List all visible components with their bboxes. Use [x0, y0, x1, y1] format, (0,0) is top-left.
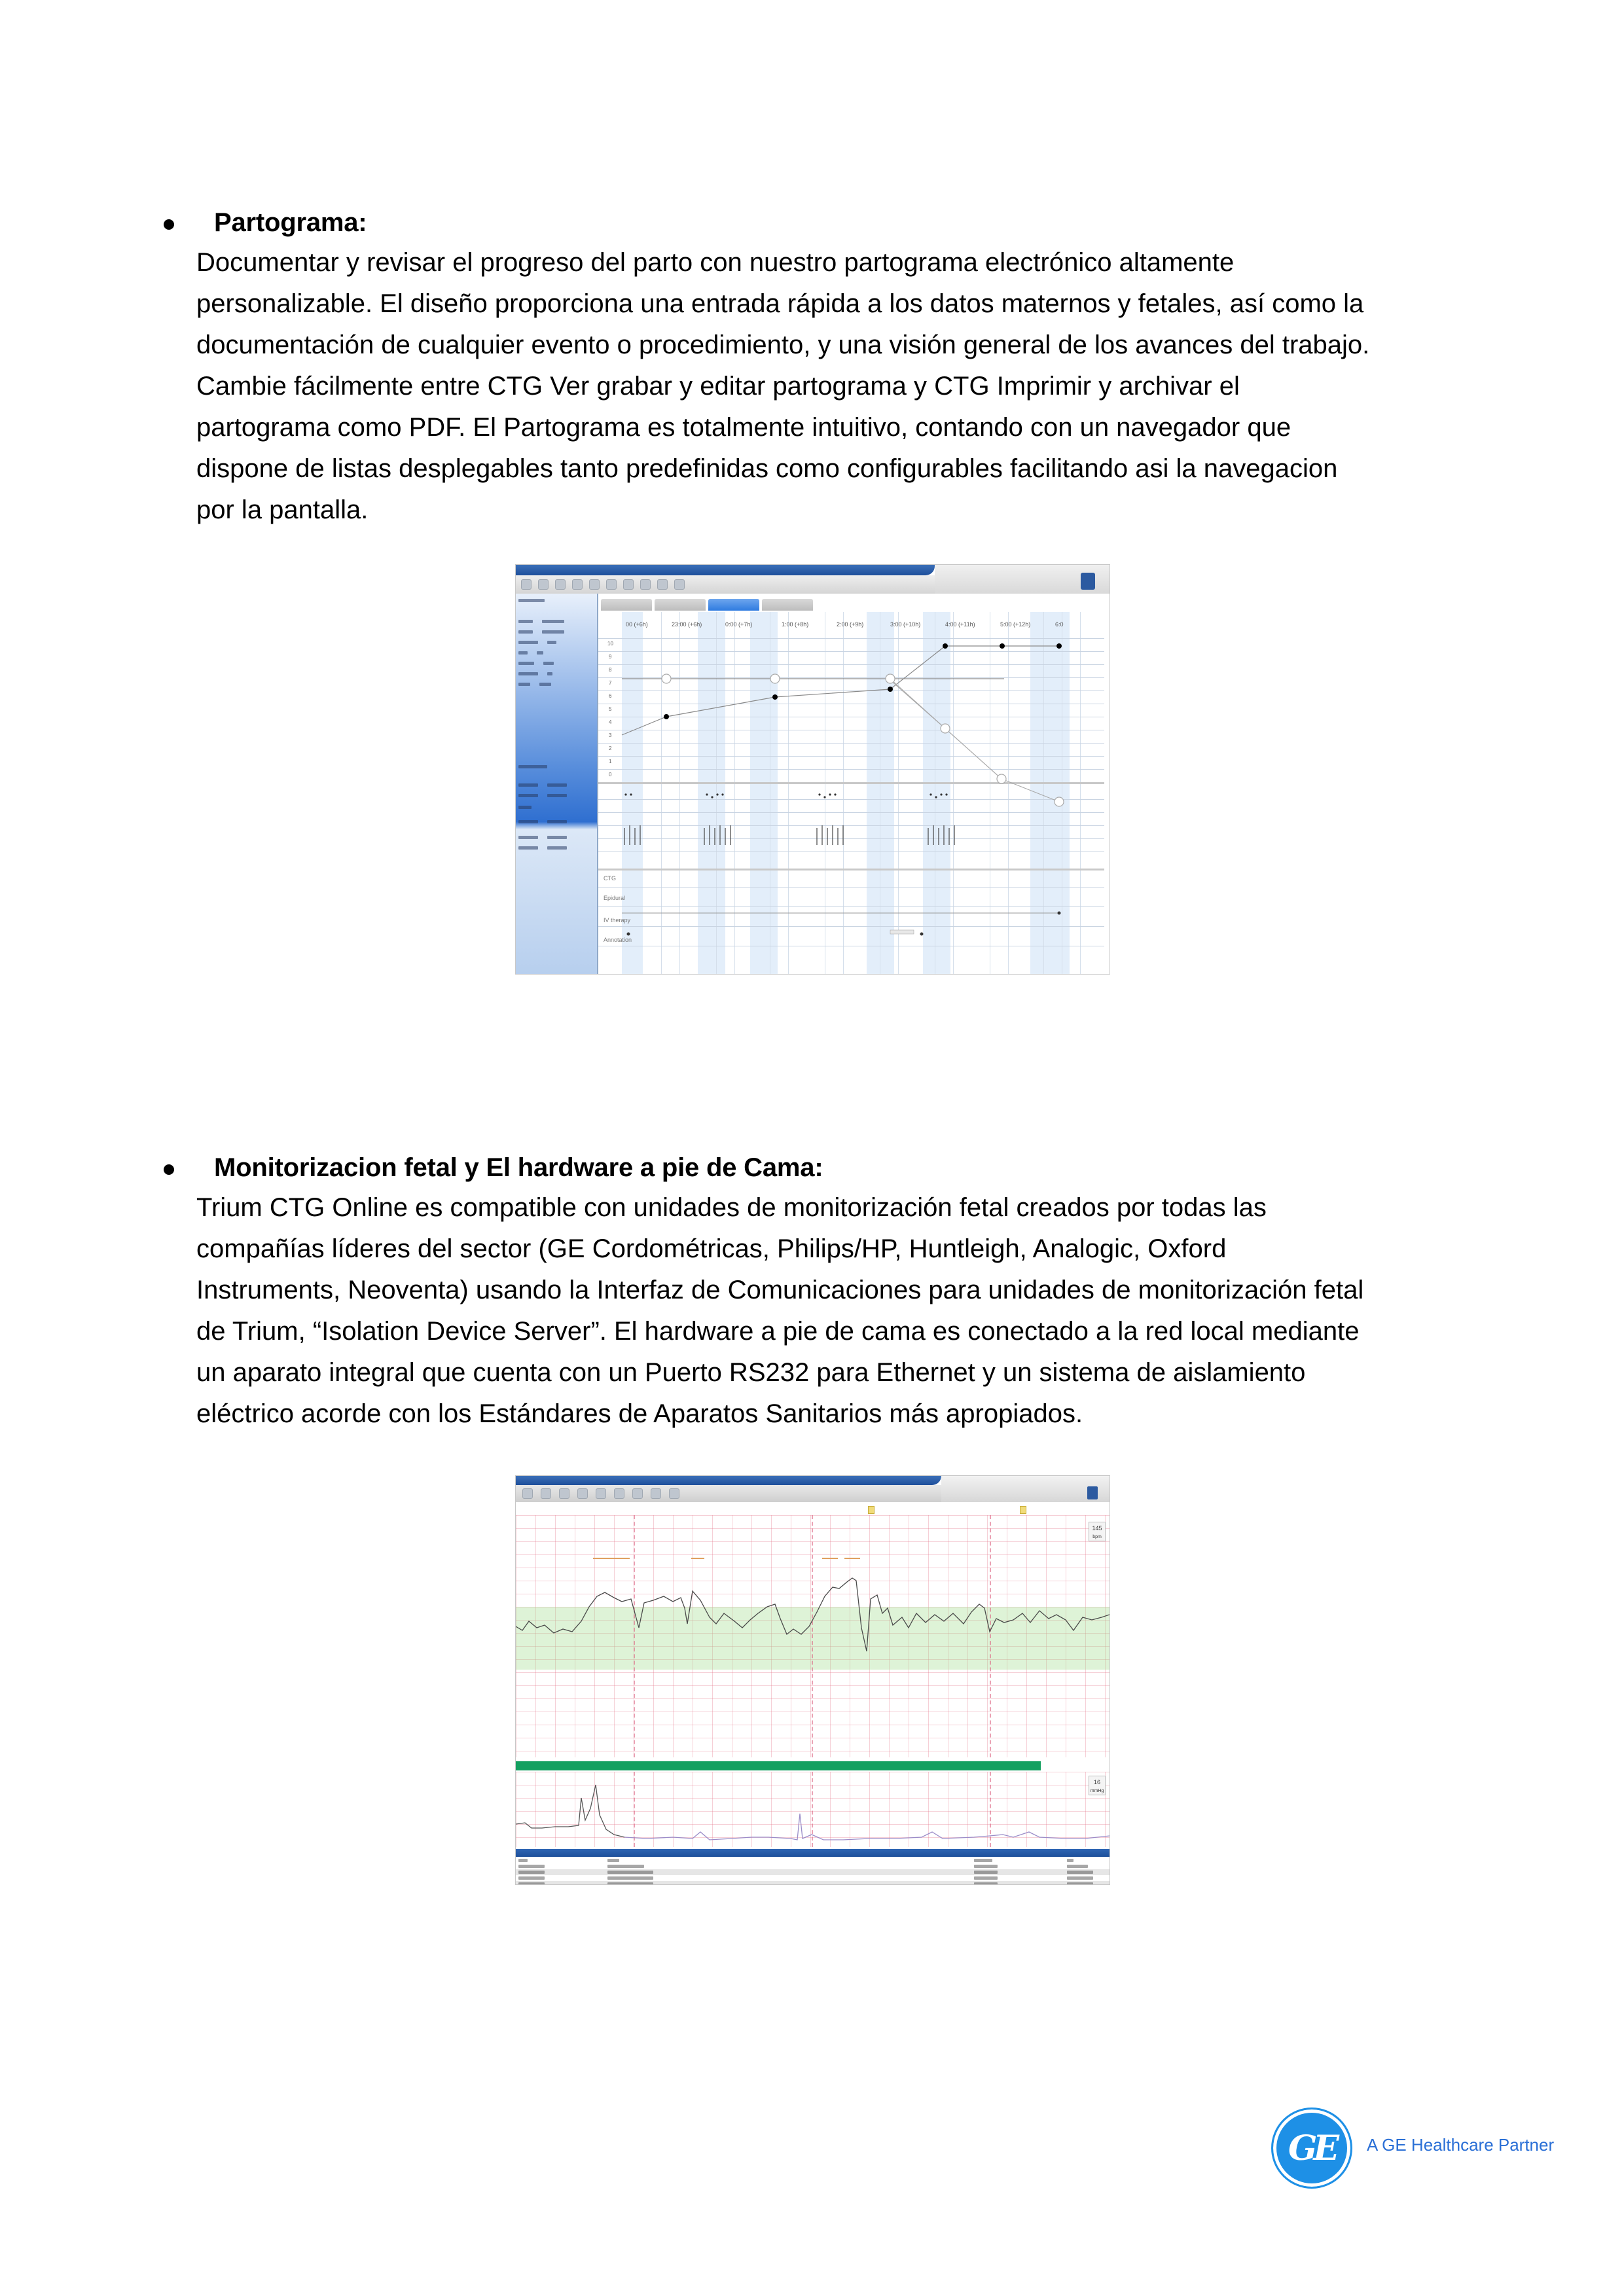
ge-logo-icon — [1271, 2108, 1352, 2189]
play-icon[interactable] — [606, 579, 617, 590]
toco-unit: mmHg — [1090, 1789, 1104, 1793]
toco-trace-paper — [516, 1772, 1110, 1847]
row-label: CTG — [604, 875, 616, 882]
axis-label: 1 — [609, 759, 612, 764]
row-label: IV therapy — [604, 917, 631, 924]
fhr-value: 145 — [1092, 1525, 1102, 1532]
note-marker-icon[interactable] — [868, 1506, 875, 1514]
body-line: Cambie fácilmente entre CTG Ver grabar y editar partograma y CTG Imprimir y archivar el — [196, 372, 1240, 401]
time-label: 2:00 (+9h) — [837, 621, 864, 628]
axis-label: 10 — [607, 641, 613, 647]
body-line: de Trium, “Isolation Device Server”. El hardware a pie de cama es conectado a la red local mediante — [196, 1317, 1360, 1346]
axis-label: 8 — [609, 667, 612, 673]
trium-logo-icon — [1087, 1486, 1098, 1499]
axis-label: 0 — [609, 772, 612, 778]
view-tabs — [601, 599, 813, 612]
time-label: 6:0 — [1055, 621, 1064, 628]
bullet-heading-partograma — [164, 208, 367, 238]
section-heading: Partograma: — [214, 208, 367, 237]
bullet-icon — [164, 219, 174, 230]
toolbar-button-icon[interactable] — [577, 1488, 588, 1499]
time-label: 4:00 (+11h) — [945, 621, 975, 628]
annotation-header-row — [516, 1857, 1110, 1863]
body-line: compañías líderes del sector (GE Cordométricas, Philips/HP, Huntleigh, Analogic, Oxford — [196, 1234, 1227, 1263]
toolbar-button-icon[interactable] — [559, 1488, 569, 1499]
fhr-value-box — [1089, 1522, 1106, 1541]
event-bar — [516, 1761, 1041, 1770]
app-titlebar — [516, 1476, 941, 1485]
body-line: Trium CTG Online es compatible con unidades de monitorización fetal creados por todas las — [196, 1193, 1267, 1222]
toco-value-box — [1089, 1776, 1106, 1795]
row-label: Annotation — [604, 937, 632, 943]
toolbar-button-icon[interactable] — [640, 579, 651, 590]
row-label: Epidural — [604, 895, 626, 901]
toolbar — [516, 1485, 941, 1502]
axis-label: 9 — [609, 654, 612, 660]
app-titlebar — [516, 565, 935, 575]
body-line: por la pantalla. — [196, 495, 369, 524]
annotation-row[interactable] — [516, 1863, 1110, 1869]
axis-label: 6 — [609, 693, 612, 699]
bullet-heading-monitorizacion — [164, 1153, 823, 1183]
toolbar-button-icon[interactable] — [623, 579, 634, 590]
header-right — [935, 565, 1110, 594]
body-line: eléctrico acorde con los Estándares de Aparatos Sanitarios más apropiados. — [196, 1399, 1083, 1428]
fhr-trace — [516, 1515, 1110, 1757]
play-icon[interactable] — [651, 1488, 661, 1499]
header-right — [941, 1476, 1110, 1502]
tab[interactable] — [762, 599, 813, 611]
time-label: 0:00 (+7h) — [725, 621, 753, 628]
axis-label: 2 — [609, 745, 612, 751]
partograma-screenshot — [515, 564, 1110, 975]
toolbar-button-icon[interactable] — [614, 1488, 624, 1499]
annotation-row[interactable] — [516, 1881, 1110, 1885]
toolbar-button-icon[interactable] — [657, 579, 668, 590]
annotations-panel-header — [516, 1849, 1110, 1857]
axis-label: 3 — [609, 732, 612, 738]
partograph-plot — [598, 612, 1104, 974]
toolbar — [516, 575, 935, 594]
partner-tagline: A GE Healthcare Partner — [1367, 2135, 1555, 2155]
toolbar-button-icon[interactable] — [589, 579, 600, 590]
toco-trace — [516, 1772, 1110, 1847]
time-label: 3:00 (+10h) — [890, 621, 921, 628]
note-marker-icon[interactable] — [1020, 1506, 1026, 1514]
section-body — [196, 1187, 1440, 1435]
tab[interactable] — [601, 599, 652, 611]
body-line: partograma como PDF. El Partograma es totalmente intuitivo, contando con un navegador que — [196, 413, 1291, 442]
time-label: 00 (+6h) — [626, 621, 648, 628]
body-line: personalizable. El diseño proporciona una entrada rápida a los datos maternos y fetales, así como la — [196, 289, 1364, 318]
toolbar-button-icon[interactable] — [541, 1488, 551, 1499]
toolbar-button-icon[interactable] — [555, 579, 566, 590]
section-heading: Monitorizacion fetal y El hardware a pie de Cama: — [214, 1153, 823, 1182]
toolbar-button-icon[interactable] — [521, 579, 532, 590]
axis-label: 7 — [609, 680, 612, 686]
toolbar-button-icon[interactable] — [596, 1488, 606, 1499]
toolbar-button-icon[interactable] — [572, 579, 583, 590]
annotation-row[interactable] — [516, 1875, 1110, 1881]
ge-monogram: GE — [1288, 2128, 1336, 2168]
partograph-chart — [598, 612, 1104, 974]
axis-label: 4 — [609, 719, 612, 725]
axis-label: 5 — [609, 706, 612, 712]
trium-logo-icon — [1081, 573, 1095, 590]
ctg-online-screenshot — [515, 1475, 1110, 1885]
body-line: Documentar y revisar el progreso del parto con nuestro partograma electrónico altamente — [196, 248, 1235, 277]
time-label: 1:00 (+8h) — [782, 621, 809, 628]
toco-value: 16 — [1093, 1779, 1100, 1785]
section-body — [196, 242, 1440, 531]
body-line: dispone de listas desplegables tanto predefinidas como configurables facilitando asi la navegacion — [196, 454, 1338, 483]
time-label: 23:00 (+6h) — [672, 621, 702, 628]
body-line: un aparato integral que cuenta con un Puerto RS232 para Ethernet y un sistema de aislamiento — [196, 1358, 1306, 1387]
toolbar-button-icon[interactable] — [674, 579, 685, 590]
tab[interactable] — [655, 599, 706, 611]
body-line: Instruments, Neoventa) usando la Interfaz de Comunicaciones para unidades de monitorización fetal — [196, 1276, 1364, 1304]
annotation-row[interactable] — [516, 1869, 1110, 1875]
toolbar-button-icon[interactable] — [522, 1488, 533, 1499]
bullet-icon — [164, 1164, 174, 1175]
body-line: documentación de cualquier evento o procedimiento, y una visión general de los avances del trabajo. — [196, 331, 1370, 359]
fhr-unit: bpm — [1092, 1535, 1102, 1539]
toolbar-button-icon[interactable] — [538, 579, 549, 590]
toolbar-button-icon[interactable] — [632, 1488, 643, 1499]
tab-partograma[interactable] — [708, 599, 759, 611]
patient-info-sidebar — [516, 594, 598, 974]
fhr-trace-paper — [516, 1515, 1110, 1757]
lock-icon[interactable] — [669, 1488, 679, 1499]
time-label: 5:00 (+12h) — [1000, 621, 1031, 628]
